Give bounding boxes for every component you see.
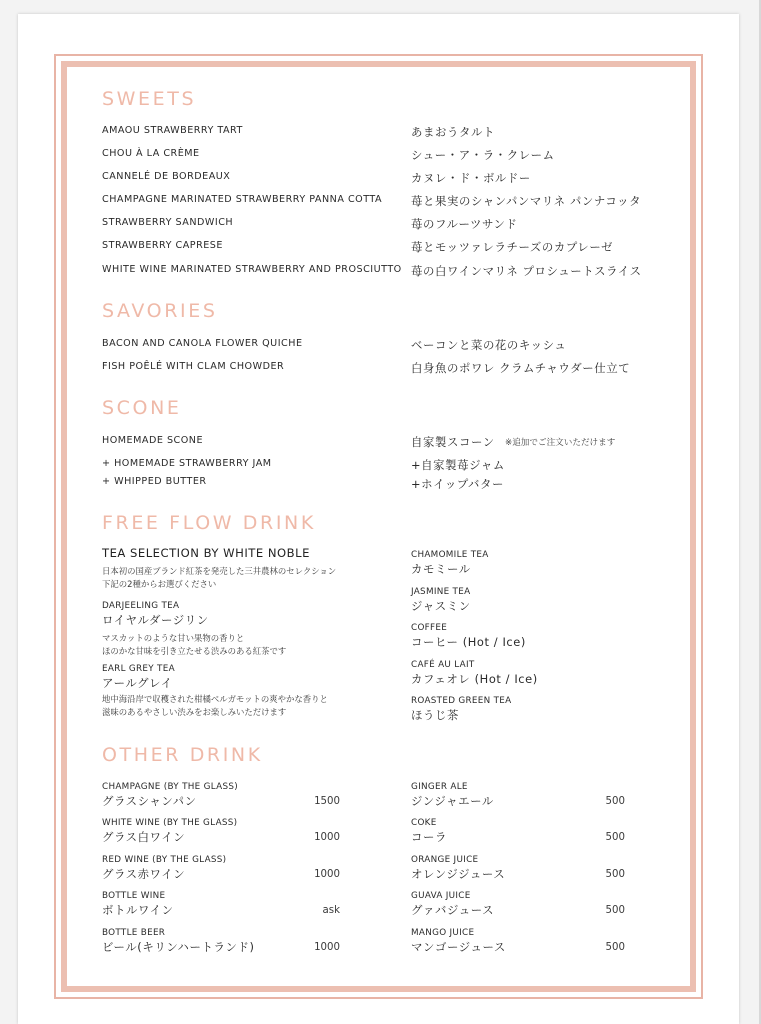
sweets-item-jp: あまおうタルト	[411, 125, 495, 139]
tea-selection-title: TEA SELECTION BY WHITE NOBLE	[102, 546, 310, 560]
drink-item-jp: ビール(キリンハートランド)	[102, 940, 255, 954]
free-flow-item-jp: カフェオレ (Hot / Ice)	[411, 672, 538, 686]
scone-item-jp: 自家製スコーン	[411, 435, 495, 449]
section-title-free-flow: FREE FLOW DRINK	[102, 512, 316, 534]
drink-item-en: WHITE WINE (BY THE GLASS)	[102, 818, 238, 828]
drink-item-en: MANGO JUICE	[411, 928, 475, 938]
sweets-item-jp: 苺とモッツァレラチーズのカプレーゼ	[411, 240, 614, 254]
drink-price: 500	[605, 796, 625, 807]
drink-item-jp: コーラ	[411, 830, 447, 844]
drink-item-jp: グァバジュース	[411, 903, 495, 917]
free-flow-item-jp: カモミール	[411, 562, 471, 576]
drink-price: 500	[605, 942, 625, 953]
tea-item-en: DARJEELING TEA	[102, 601, 180, 611]
free-flow-item-en: CHAMOMILE TEA	[411, 550, 489, 560]
savories-item-en: BACON AND CANOLA FLOWER QUICHE	[102, 338, 303, 349]
drink-item-jp: ジンジャエール	[411, 794, 494, 808]
sweets-item-en: WHITE WINE MARINATED STRAWBERRY AND PROSCIUTTO	[102, 264, 402, 275]
drink-price: 1000	[314, 832, 340, 843]
drink-item-en: RED WINE (BY THE GLASS)	[102, 855, 227, 865]
drink-price: 500	[605, 832, 625, 843]
drink-item-en: ORANGE JUICE	[411, 855, 479, 865]
drink-item-jp: ボトルワイン	[102, 903, 174, 917]
drink-price: 1500	[314, 796, 340, 807]
scone-item-en: + WHIPPED BUTTER	[102, 476, 207, 487]
section-title-sweets: SWEETS	[102, 88, 197, 110]
scone-note: ※追加でご注文いただけます	[505, 438, 616, 448]
tea-item-desc: 地中海沿岸で収穫された柑橘ベルガモットの爽やかな香りと	[102, 694, 328, 704]
tea-item-jp: アールグレイ	[102, 676, 173, 690]
tea-item-en: EARL GREY TEA	[102, 664, 175, 674]
drink-price: 1000	[314, 942, 340, 953]
scone-item-jp: +自家製苺ジャム	[411, 458, 505, 472]
sweets-item-jp: シュー・ア・ラ・クレーム	[411, 148, 555, 162]
free-flow-item-jp: ほうじ茶	[411, 708, 459, 722]
section-title-other-drink: OTHER DRINK	[102, 744, 263, 766]
drink-item-jp: グラス白ワイン	[102, 830, 186, 844]
free-flow-item-en: COFFEE	[411, 623, 448, 633]
sweets-item-en: CHOU À LA CRÈME	[102, 148, 200, 159]
drink-price: 500	[605, 869, 625, 880]
free-flow-item-en: ROASTED GREEN TEA	[411, 696, 512, 706]
tea-item-jp: ロイヤルダージリン	[102, 613, 209, 627]
sweets-item-jp: 苺と果実のシャンパンマリネ パンナコッタ	[411, 194, 642, 208]
drink-item-en: BOTTLE BEER	[102, 928, 166, 938]
tea-selection-desc: 下記の2種からお選びください	[102, 579, 217, 589]
tea-selection-desc: 日本初の国産ブランド紅茶を発売した三井農林のセレクション	[102, 566, 337, 576]
sweets-item-en: CANNELÉ DE BORDEAUX	[102, 171, 231, 182]
sweets-item-jp: 苺の白ワインマリネ プロシュートスライス	[411, 264, 642, 278]
free-flow-item-jp: ジャスミン	[411, 599, 471, 613]
drink-item-jp: グラス赤ワイン	[102, 867, 186, 881]
tea-item-desc: マスカットのような甘い果物の香りと	[102, 633, 245, 643]
free-flow-item-en: CAFÉ AU LAIT	[411, 660, 475, 670]
sweets-item-jp: 苺のフルーツサンド	[411, 217, 518, 231]
sweets-item-en: STRAWBERRY CAPRESE	[102, 240, 223, 251]
sweets-item-jp: カヌレ・ド・ボルドー	[411, 171, 531, 185]
savories-item-en: FISH POÊLÉ WITH CLAM CHOWDER	[102, 361, 285, 372]
free-flow-item-jp: コーヒー (Hot / Ice)	[411, 635, 526, 649]
drink-item-jp: グラスシャンパン	[102, 794, 197, 808]
savories-item-jp: ベーコンと菜の花のキッシュ	[411, 338, 567, 352]
drink-item-en: GINGER ALE	[411, 782, 468, 792]
sweets-item-en: CHAMPAGNE MARINATED STRAWBERRY PANNA COTTA	[102, 194, 383, 205]
drink-price: 1000	[314, 869, 340, 880]
drink-item-jp: オレンジジュース	[411, 867, 506, 881]
drink-price: 500	[605, 905, 625, 916]
drink-price: ask	[322, 905, 340, 916]
drink-item-en: COKE	[411, 818, 437, 828]
drink-item-en: BOTTLE WINE	[102, 891, 166, 901]
sweets-item-en: STRAWBERRY SANDWICH	[102, 217, 234, 228]
drink-item-jp: マンゴージュース	[411, 940, 506, 954]
sweets-item-en: AMAOU STRAWBERRY TART	[102, 125, 243, 136]
drink-item-en: GUAVA JUICE	[411, 891, 471, 901]
scone-item-en: + HOMEMADE STRAWBERRY JAM	[102, 458, 272, 469]
drink-item-en: CHAMPAGNE (BY THE GLASS)	[102, 782, 238, 792]
section-title-savories: SAVORIES	[102, 300, 218, 322]
scone-item-jp: +ホイップバター	[411, 477, 504, 491]
tea-item-desc: ほのかな甘味を引き立たせる渋みのある紅茶です	[102, 646, 287, 656]
savories-item-jp: 白身魚のポワレ クラムチャウダー仕立て	[411, 361, 631, 375]
section-title-scone: SCONE	[102, 397, 182, 419]
scone-item-en: HOMEMADE SCONE	[102, 435, 204, 446]
free-flow-item-en: JASMINE TEA	[411, 587, 471, 597]
tea-item-desc: 滋味のあるやさしい渋みをお楽しみいただけます	[102, 707, 287, 717]
